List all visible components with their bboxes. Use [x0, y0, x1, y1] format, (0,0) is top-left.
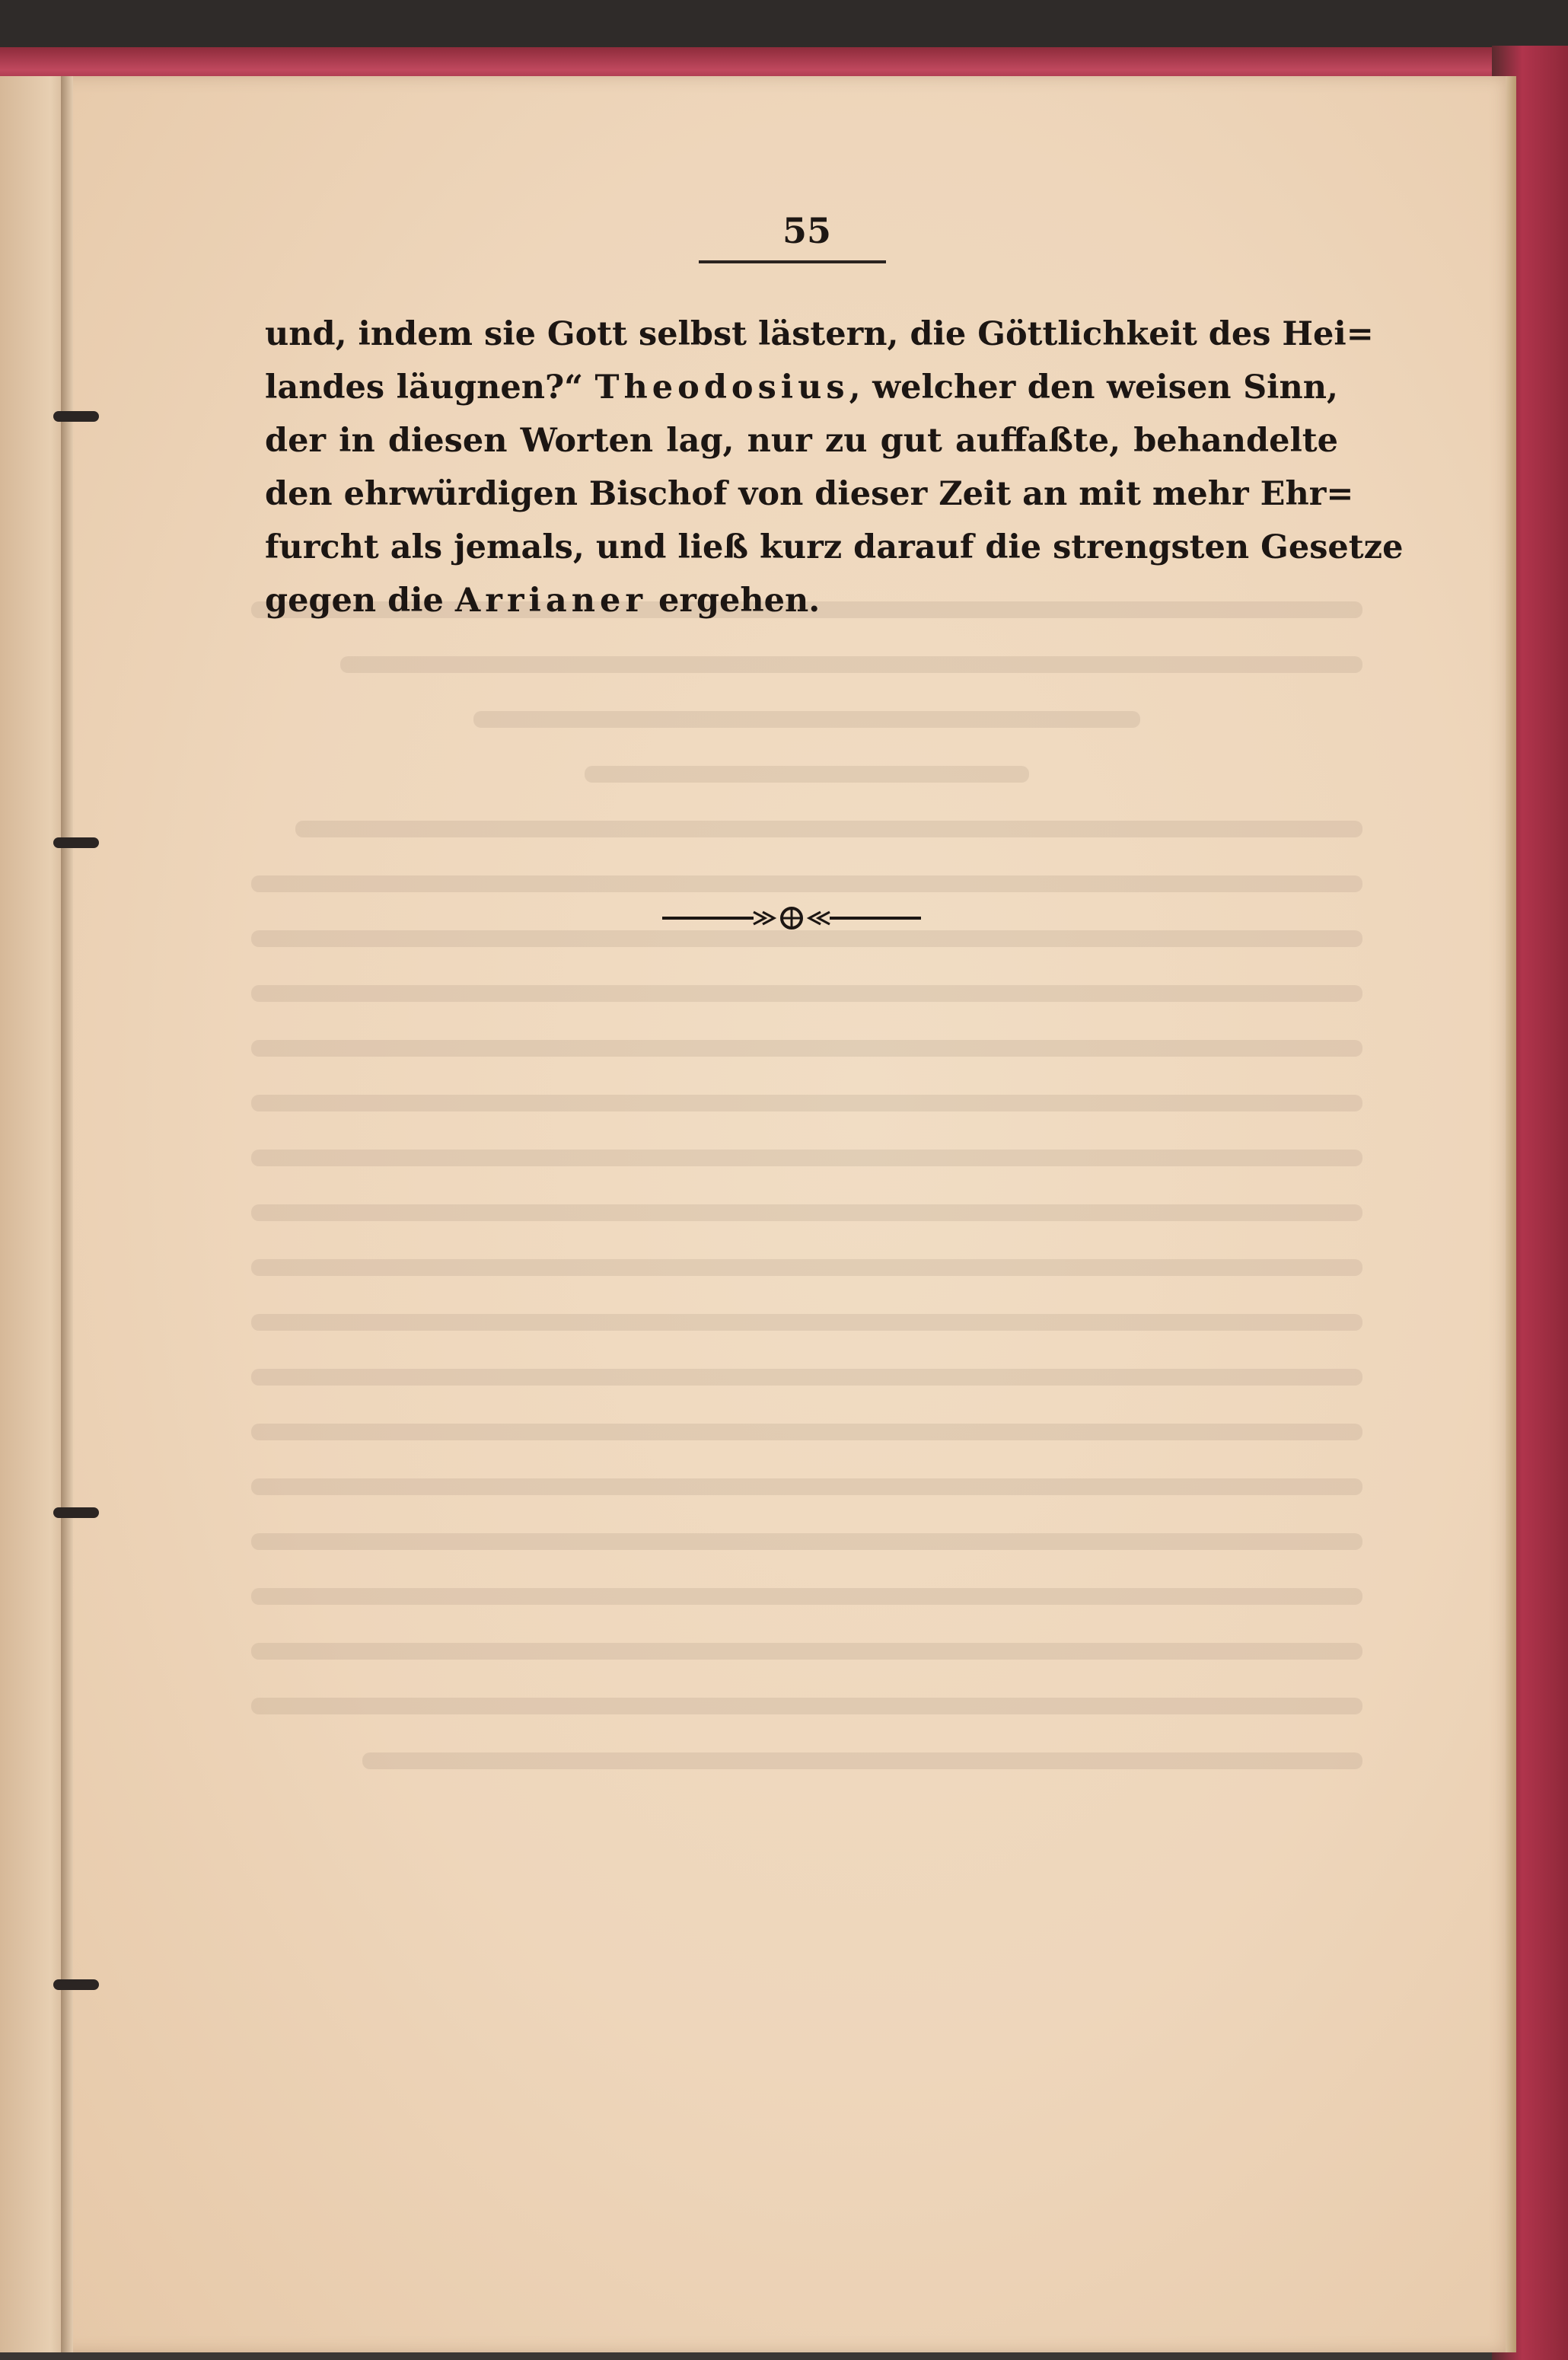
text-line-part: landes läugnen?“: [265, 368, 583, 407]
text-line: und, indem sie Gott selbst lästern, die Göttlichkeit des Hei=: [265, 315, 1374, 353]
page-fore-edge: [1506, 76, 1516, 2352]
binding-stitch: [53, 837, 99, 848]
emphasized-name: Arrianer: [454, 582, 647, 620]
section-ornament: [662, 903, 921, 933]
binding-stitch: [53, 411, 99, 422]
emphasized-name: Theodosius: [594, 368, 849, 407]
reverse-side-show-through: [251, 601, 1362, 2124]
text-line-part: , welcher den weisen Sinn,: [849, 368, 1338, 407]
text-line: [265, 574, 1338, 627]
binding-stitch: [53, 1979, 99, 1990]
binding-stitch: [53, 1507, 99, 1518]
text-line: [265, 361, 1338, 414]
page-number: 55: [782, 210, 831, 251]
text-line-part: gegen die: [265, 582, 444, 620]
text-line: den ehrwürdigen Bischof von dieser Zeit an mit mehr Ehr=: [265, 475, 1354, 513]
scan-background-top: [0, 0, 1568, 53]
header-rule: [699, 260, 886, 263]
text-line-part: ergehen.: [658, 582, 821, 620]
body-text: [265, 308, 1404, 627]
text-line: furcht als jemals, und ließ kurz darauf die strengsten Gesetze: [265, 528, 1404, 566]
text-line: der in diesen Worten lag, nur zu gut auffaßte, behandelte: [265, 422, 1338, 460]
